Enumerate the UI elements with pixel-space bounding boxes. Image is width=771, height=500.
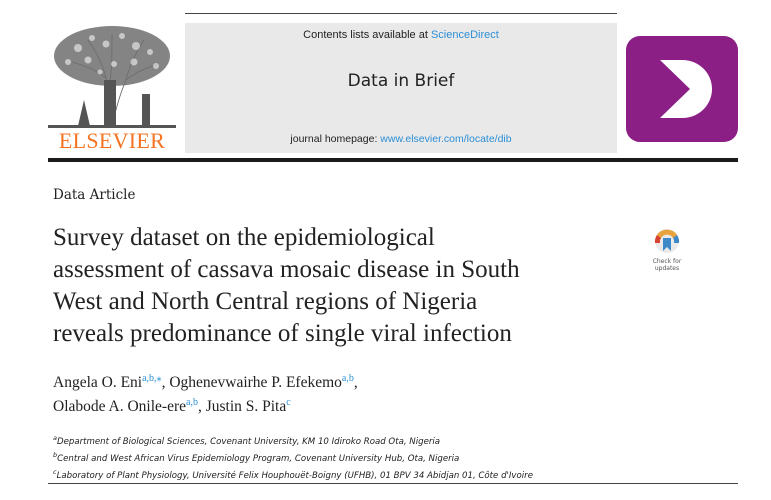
author-affiliation-marks[interactable]: a,b xyxy=(186,397,198,409)
title-line: reveals predominance of single viral infection xyxy=(53,320,512,347)
title-line: Survey dataset on the epidemiological xyxy=(53,224,435,251)
check-for-updates-label: Check for updates xyxy=(652,258,682,272)
sciencedirect-link[interactable]: ScienceDirect xyxy=(430,29,499,41)
affiliation-text: Laboratory of Plant Physiology, Université Felix Houphouët-Boigny (UFHB), 01 BPV 34 Abidjan 01, Côte d'Ivoire xyxy=(56,470,533,481)
data-in-brief-d-icon xyxy=(626,36,738,142)
article-title xyxy=(53,222,643,350)
journal-title: Data in Brief xyxy=(347,71,455,91)
author-separator: , xyxy=(353,374,358,392)
affiliation-mark: c xyxy=(53,467,57,476)
affiliation-text: Department of Biological Sciences, Covenant University, KM 10 Idiroko Road Ota, Nigeria xyxy=(56,436,441,447)
data-in-brief-logo[interactable] xyxy=(626,36,738,142)
author-name[interactable]: Oghenevwairhe P. Efekemo xyxy=(169,374,342,392)
elsevier-tree-icon xyxy=(48,22,176,130)
affiliation-item xyxy=(53,432,743,449)
author-separator: , xyxy=(197,398,206,416)
header-rule xyxy=(48,158,738,162)
affiliation-mark: b xyxy=(53,450,58,459)
check-for-updates-icon xyxy=(643,226,691,258)
contents-prefix: Contents lists available at xyxy=(303,29,431,41)
elsevier-wordmark: ELSEVIER xyxy=(58,128,166,153)
bottom-rule xyxy=(48,483,738,484)
author-name[interactable]: Olabode A. Onile-ere xyxy=(53,398,186,416)
homepage-link[interactable]: www.elsevier.com/locate/dib xyxy=(380,133,512,145)
journal-masthead xyxy=(185,23,617,153)
author-affiliation-marks[interactable]: a,b,⁎ xyxy=(142,373,162,384)
contents-line xyxy=(185,29,617,41)
author-name[interactable]: Justin S. Pita xyxy=(205,398,287,416)
title-line: West and North Central regions of Nigeria xyxy=(53,288,478,315)
affiliation-text: Central and West African Virus Epidemiology Program, Covenant University Hub, Ota, Nigeria xyxy=(57,453,460,464)
elsevier-logo[interactable] xyxy=(48,22,176,152)
author-affiliation-marks[interactable]: a,b xyxy=(341,373,354,384)
author-list xyxy=(53,369,653,417)
affiliation-item xyxy=(53,466,743,483)
author-affiliation-marks[interactable]: c xyxy=(286,397,291,409)
author-separator: , xyxy=(161,374,170,392)
affiliation-mark: a xyxy=(53,434,57,442)
title-line: assessment of cassava mosaic disease in South xyxy=(53,256,520,283)
affiliation-list xyxy=(53,432,743,483)
top-rule xyxy=(185,13,617,14)
check-for-updates-button[interactable] xyxy=(643,226,691,278)
affiliation-item xyxy=(53,449,743,466)
homepage-prefix: journal homepage: xyxy=(290,133,381,145)
article-type: Data Article xyxy=(53,187,136,203)
homepage-line xyxy=(185,133,617,145)
author-name[interactable]: Angela O. Eni xyxy=(53,374,143,392)
